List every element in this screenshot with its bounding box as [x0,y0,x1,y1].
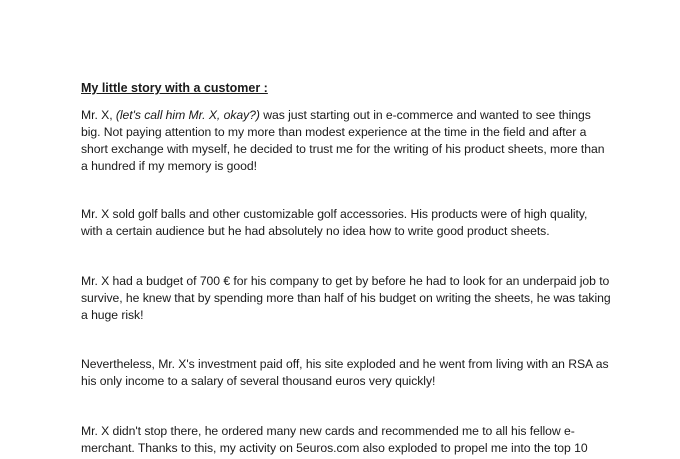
paragraph-text: Mr. X, [81,108,116,122]
paragraph-text: Mr. X didn't stop there, he ordered many new cards and recommended me to all his fellow e-merchant. Thanks to this, my activity on 5euros.com also exploded to propel me into the top 10 [81,424,588,455]
paragraph-products [81,206,611,240]
story-heading: My little story with a customer : [81,81,268,95]
paragraph-investment [81,356,611,390]
paragraph-text: Mr. X sold golf balls and other customizable golf accessories. His products were of high quality, with a certain audience but he had absolutely no idea how to write good product sheets. [81,207,588,238]
paragraph-budget [81,273,611,324]
paragraph-aside: (let's call him Mr. X, okay?) [115,108,260,122]
paragraph-intro [81,107,611,175]
paragraph-referrals [81,423,611,457]
paragraph-text: Mr. X had a budget of 700 € for his company to get by before he had to look for an underpaid job to survive, he knew that by spending more than half of his budget on writing the sheets, he was taking a huge risk! [81,274,611,322]
paragraph-text: Nevertheless, Mr. X's investment paid off, his site exploded and he went from living with an RSA as his only income to a salary of several thousand euros very quickly! [81,357,609,388]
paragraph-text: was just starting out in e-commerce and wanted to see things big. Not paying attention to my more than modest experience at the time in the field and after a short exchange with myself, he decided to trust me for the writing of his product sheets, more than a hundred if my memory is good! [81,108,605,173]
